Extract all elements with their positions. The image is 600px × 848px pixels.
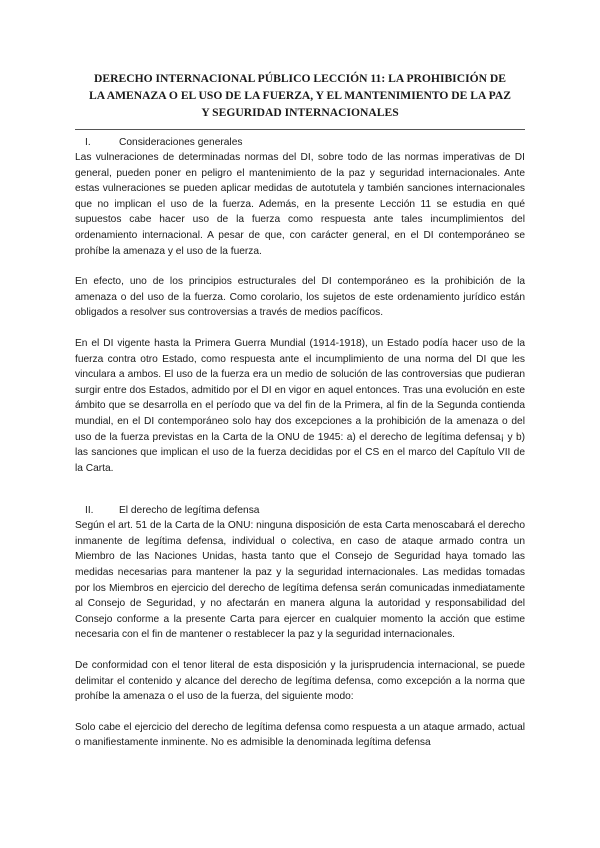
document-title: DERECHO INTERNACIONAL PÚBLICO LECCIÓN 11: LA PROHIBICIÓN DE LA AMENAZA O EL USO DE LA FUERZA, Y EL MANTENIMIENTO DE LA PAZ Y SEGURIDAD INTERNACIONALES — [89, 72, 511, 119]
section-heading-1 — [75, 136, 525, 150]
section-title: El derecho de legítima defensa — [119, 505, 260, 517]
section-number: I. — [85, 137, 91, 148]
section-title: Consideraciones generales — [119, 137, 243, 148]
paragraph: En el DI vigente hasta la Primera Guerra Mundial (1914-1918), un Estado podía hacer uso de la fuerza contra otro Estado, como respuesta ante el incumplimiento de una norma del DI que les vinculara a ambos. El uso de la fuerza era un medio de solución de las controversias que pudieran surgir entre dos Estados, admitido por el DI en vigor en aquel entonces. Tras una evolución en este ámbito que se desarrolla en el período que va del fin de la Primera, al fin de la Segunda contienda mundial, en el DI contemporáneo solo hay dos excepciones a la prohibición de la amenaza o del uso de la fuerza previstas en la Carta de la ONU de 1945: a) el derecho de legítima defensa¡ y b) las sanciones que implican el uso de la fuerza decididas por el CS en el marco del Capítulo VII de la Carta. — [75, 337, 525, 474]
paragraph: Solo cabe el ejercicio del derecho de legítima defensa como respuesta a un ataque armado, actual o manifiestamente inminente. No es admisible la denominada legítima defensa — [75, 721, 525, 749]
section-number: II. — [85, 505, 94, 517]
title-divider — [75, 129, 525, 130]
paragraph: Según el art. 51 de la Carta de la ONU: ninguna disposición de esta Carta menoscabará el derecho inmanente de legítima defensa, individual o colectiva, en caso de ataque armado contra un Miembro de las Naciones Unidas, hasta tanto que el Consejo de Seguridad haya tomado las medidas necesarias para mantener la paz y la seguridad internacionales. Las medidas tomadas por los Miembros en ejercicio del derecho de legítima defensa serán comunicadas inmediatamente al Consejo de Seguridad, y no afectarán en manera alguna la autoridad y responsabilidad del Consejo conforme a la presente Carta para ejercer en cualquier momento la acción que estime necesaria con el fin de mantener o restablecer la paz y la seguridad internacionales. — [75, 520, 525, 641]
paragraph: En efecto, uno de los principios estructurales del DI contemporáneo es la prohibición de la amenaza o del uso de la fuerza. Como corolario, los sujetos de este ordenamiento jurídico están obligados a resolver sus controversias a través de medios pacíficos. — [75, 276, 525, 319]
paragraph: De conformidad con el tenor literal de esta disposición y la jurisprudencia internacional, se puede delimitar el contenido y alcance del derecho de legítima defensa, como excepción a la norma que prohíbe la amenaza o el uso de la fuerza, del siguiente modo: — [75, 660, 525, 703]
paragraph: Las vulneraciones de determinadas normas del DI, sobre todo de las normas imperativas de DI general, pueden poner en peligro el mantenimiento de la paz y seguridad internacionales. Ante estas vulneraciones se pueden aplicar medidas de autotutela y también sanciones internacionales que no implican el uso de la fuerza. Además, en la presente Lección 11 se estudia en qué supuestos cabe hacer uso de la fuerza como respuesta ante tales incumplimientos del ordenamiento internacional. A pesar de que, con carácter general, en el DI contemporáneo se prohíbe la amenaza y el uso de la fuerza. — [75, 152, 525, 257]
section-heading-2 — [75, 504, 525, 518]
